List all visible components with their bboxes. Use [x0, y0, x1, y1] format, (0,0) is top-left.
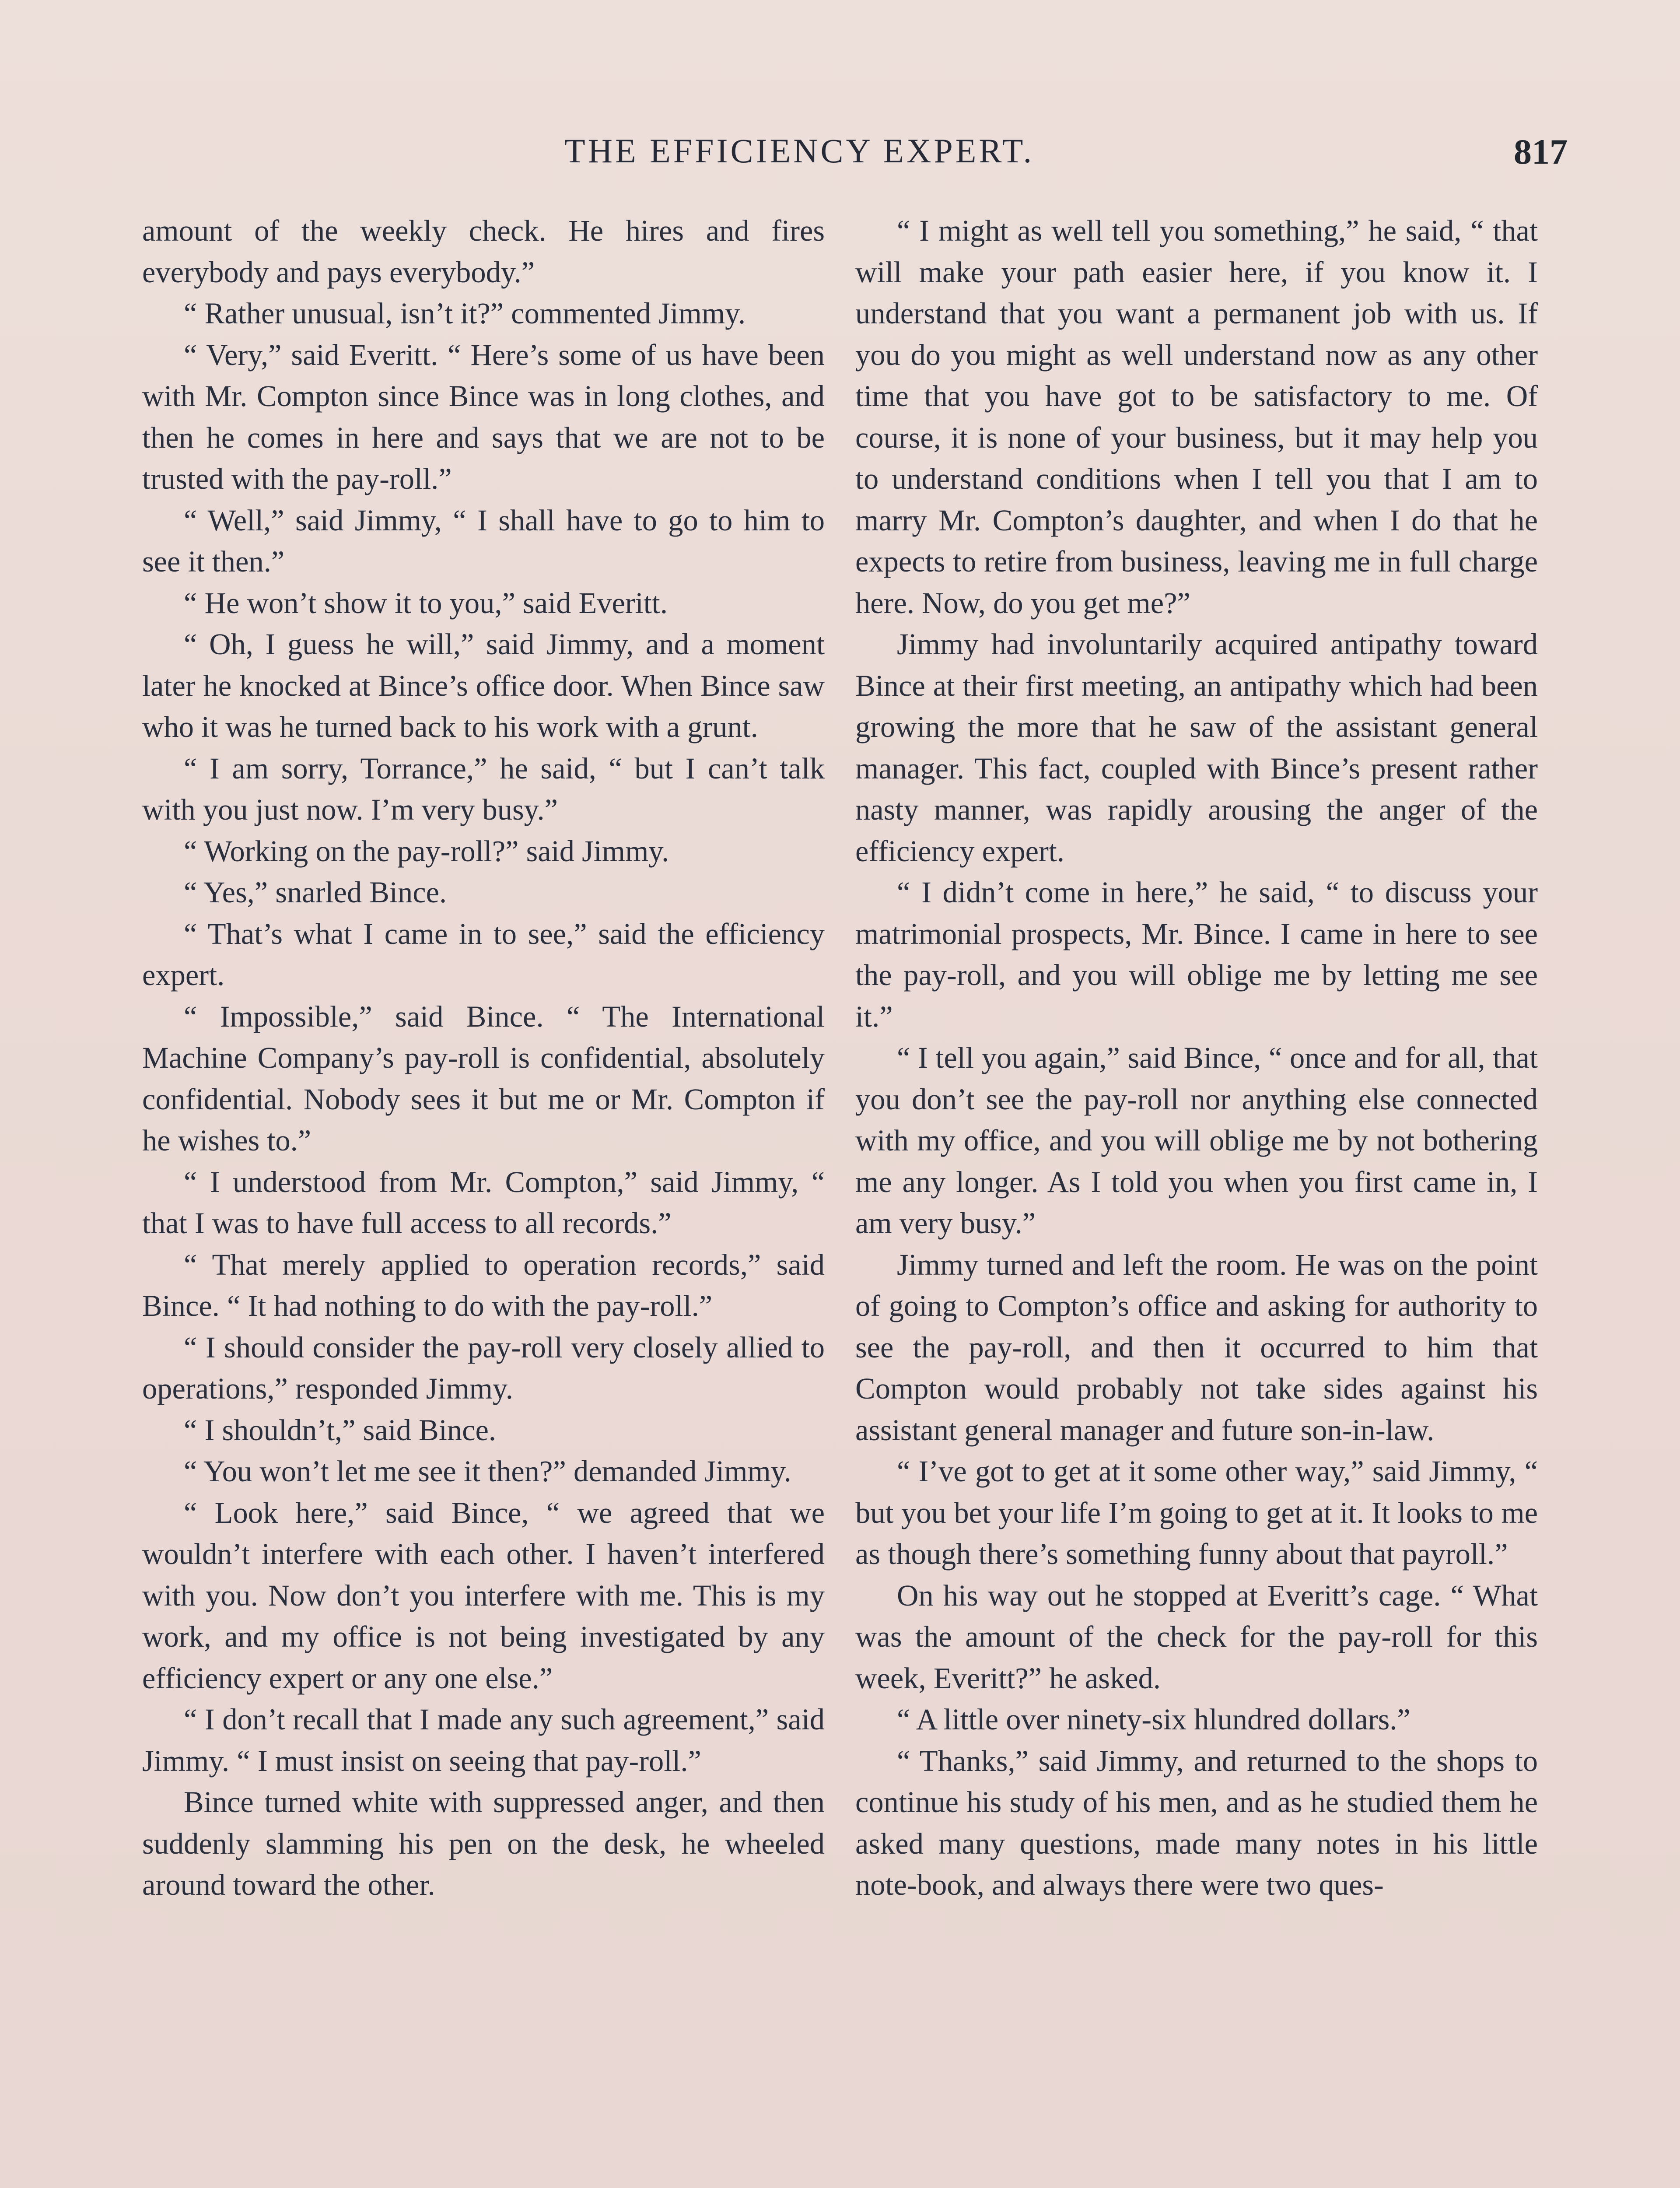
- paragraph: “ I should consider the pay-roll very closely allied to operations,” responded Jimmy.: [142, 1330, 825, 1405]
- paragraph: amount of the weekly check. He hires and fires everybody and pays everybody.”: [142, 214, 825, 289]
- paragraph: “ Yes,” snarled Bince.: [184, 876, 447, 909]
- paragraph: Jimmy had involuntarily acquired antipathy toward Bince at their first meeting, an antipathy which had been growing the more that he saw of the assistant general manager. This fact, coupled with Bince’s present rather nasty manner, was rapidly arousing the anger of the efficiency expert.: [855, 628, 1538, 868]
- left-text-column: [142, 210, 825, 1906]
- paragraph: “ Impossible,” said Bince. “ The International Machine Company’s pay-roll is confidential, absolutely confidential. Nobody sees it but me or Mr. Compton if he wishes to.”: [142, 999, 825, 1157]
- paragraph: “ Oh, I guess he will,” said Jimmy, and a moment later he knocked at Bince’s office door. When Bince saw who it was he turned back to his work with a grunt.: [142, 628, 825, 743]
- paragraph: “ That’s what I came in to see,” said the efficiency expert.: [142, 917, 825, 992]
- paragraph: “ I didn’t come in here,” he said, “ to discuss your matrimonial prospects, Mr. Bince. I came in here to see the pay-roll, and you will oblige me by letting me see it.”: [855, 876, 1538, 1033]
- paragraph: “ You won’t let me see it then?” demanded Jimmy.: [184, 1455, 791, 1488]
- paragraph: “ I am sorry, Torrance,” he said, “ but I can’t talk with you just now. I’m very busy.”: [142, 751, 825, 826]
- paragraph: “ Look here,” said Bince, “ we agreed that we wouldn’t interfere with each other. I haven’t interfered with you. Now don’t you interfere with me. This is my work, and my office is not being investigated by any efficiency expert or any one else.”: [142, 1496, 825, 1695]
- paragraph: “ I shouldn’t,” said Bince.: [184, 1413, 497, 1447]
- paragraph: “ Rather unusual, isn’t it?” commented Jimmy.: [184, 297, 746, 330]
- paragraph: “ Well,” said Jimmy, “ I shall have to go to him to see it then.”: [142, 503, 825, 578]
- paragraph: “ Very,” said Everitt. “ Here’s some of us have been with Mr. Compton since Bince was in long clothes, and then he comes in here and says that we are not to be trusted with the pay-roll.”: [142, 338, 825, 495]
- paragraph: Bince turned white with suppressed anger, and then suddenly slamming his pen on the desk, he wheeled around toward the other.: [142, 1785, 825, 1901]
- paragraph: “ I tell you again,” said Bince, “ once and for all, that you don’t see the pay-roll nor anything else connected with my office, and you will oblige me by not bothering me any longer. As I told you when you first came in, I am very busy.”: [855, 1041, 1538, 1240]
- paragraph: “ I’ve got to get at it some other way,” said Jimmy, “ but you bet your life I’m going to get at it. It looks to me as though there’s something funny about that payroll.”: [855, 1455, 1538, 1571]
- paragraph: “ A little over ninety-six hlundred dollars.”: [897, 1703, 1410, 1736]
- paragraph: “ Working on the pay-roll?” said Jimmy.: [184, 834, 669, 868]
- paragraph: Jimmy turned and left the room. He was on the point of going to Compton’s office and asking for authority to see the pay-roll, and then it occurred to him that Compton would probably not take sides against his assistant general manager and future son-in-law.: [855, 1248, 1538, 1447]
- right-text-column: [855, 210, 1538, 1906]
- paragraph: On his way out he stopped at Everitt’s cage. “ What was the amount of the check for the pay-roll for this week, Everitt?” he asked.: [855, 1578, 1538, 1695]
- page-number: 817: [1514, 132, 1568, 172]
- paragraph: “ I don’t recall that I made any such agreement,” said Jimmy. “ I must insist on seeing that pay-roll.”: [142, 1703, 825, 1778]
- paragraph: “ I might as well tell you something,” he said, “ that will make your path easier here, if you know it. I understand that you want a permanent job with us. If you do you might as well understand now as any other time that you have got to be satisfactory to me. Of course, it is none of your business, but it may help you to understand conditions when I tell you that I am to marry Mr. Compton’s daughter, and when I do that he expects to retire from business, leaving me in full charge here. Now, do you get me?”: [855, 214, 1538, 620]
- running-head: THE EFFICIENCY EXPERT.: [564, 132, 1035, 170]
- paragraph: “ He won’t show it to you,” said Everitt.: [184, 586, 668, 620]
- paragraph: “ I understood from Mr. Compton,” said Jimmy, “ that I was to have full access to all records.”: [142, 1165, 825, 1240]
- paragraph: “ Thanks,” said Jimmy, and returned to the shops to continue his study of his men, and as he studied them he asked many questions, made many notes in his little note-book, and always there were two ques-: [855, 1744, 1538, 1901]
- paragraph: “ That merely applied to operation records,” said Bince. “ It had nothing to do with the pay-roll.”: [142, 1248, 825, 1322]
